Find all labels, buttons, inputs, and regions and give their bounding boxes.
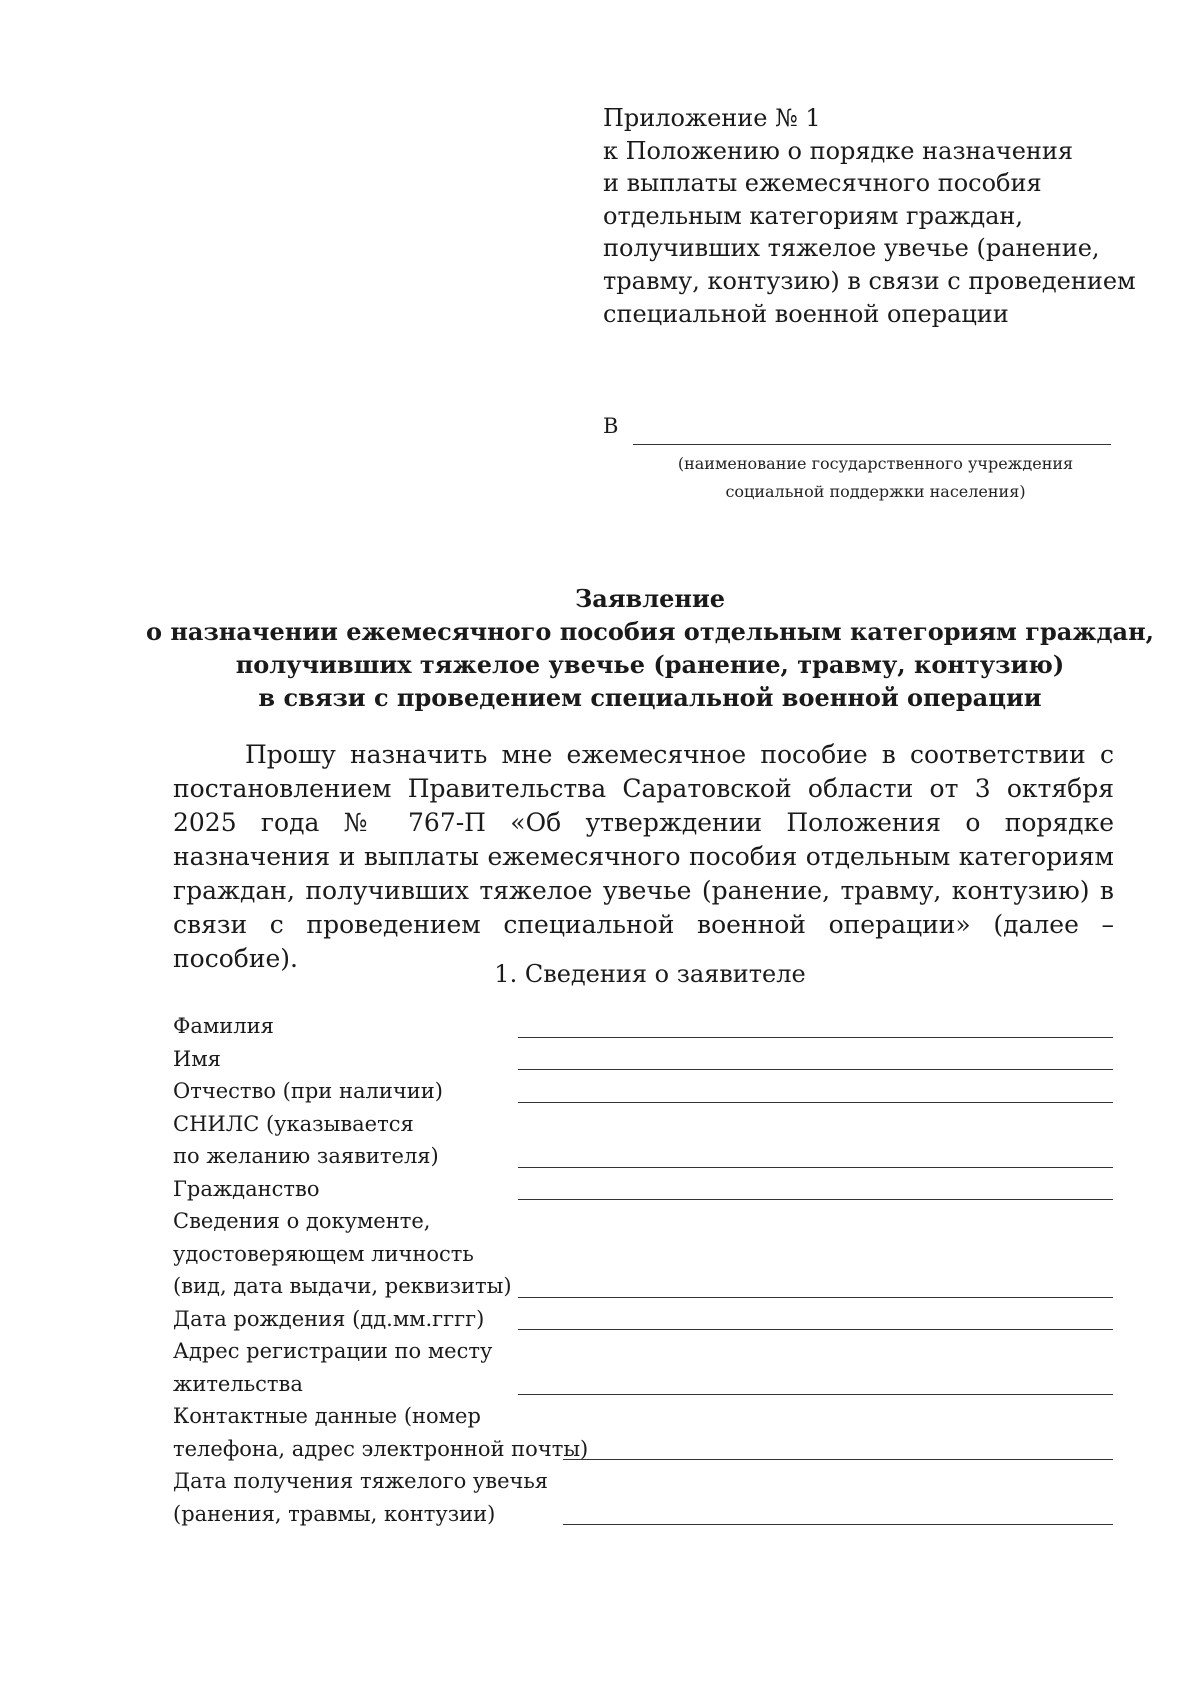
form-row-citizenship [173, 1173, 1113, 1206]
body-paragraph: Прошу назначить мне ежемесячное пособие в соответствии с постановлением Правительства Саратовской области от 3 октября 2025 года № 767-П «Об утверждении Положения о порядке назначения и выплаты ежемесячного пособия отдельным категориям граждан, получивших тяжелое увечье (ранение, травму, контузию) в связи с проведением специальной военной операции» (далее – пособие). [173, 740, 1114, 973]
title-line: Заявление [574, 584, 726, 613]
addressee-hint [628, 450, 1123, 506]
injury-date-field[interactable] [563, 1524, 1113, 1525]
field-label: Фамилия [173, 1014, 274, 1038]
form-row-contacts [173, 1400, 1113, 1465]
snils-field[interactable] [518, 1167, 1113, 1168]
patronymic-field[interactable] [518, 1102, 1113, 1103]
field-label: СНИЛС (указывается по желанию заявителя) [173, 1111, 439, 1168]
document-title [100, 582, 1200, 714]
name-field[interactable] [518, 1069, 1113, 1070]
birth-date-field[interactable] [518, 1329, 1113, 1330]
form-row-identity-document [173, 1205, 1113, 1303]
citizenship-field[interactable] [518, 1199, 1113, 1200]
form-row-injury-date [173, 1465, 1113, 1530]
addressee-hint-line: социальной поддержки населения) [725, 482, 1026, 501]
form-row-name [173, 1043, 1113, 1076]
title-line: получивших тяжелое увечье (ранение, травму, контузию) [235, 650, 1065, 679]
contacts-field[interactable] [563, 1459, 1113, 1460]
form-row-patronymic [173, 1075, 1113, 1108]
field-label: Адрес регистрации по месту жительства [173, 1339, 493, 1396]
form-row-surname [173, 1010, 1113, 1043]
appendix-line: травму, контузию) в связи с проведением [603, 266, 1136, 295]
section-title: 1. Сведения о заявителе [494, 960, 806, 988]
title-line: в связи с проведением специальной военной операции [258, 683, 1042, 712]
identity-document-field[interactable] [518, 1297, 1113, 1298]
appendix-line: Приложение № 1 [603, 104, 821, 132]
field-label: Дата рождения (дд.мм.гггг) [173, 1306, 485, 1331]
form-row-birth-date [173, 1303, 1113, 1336]
appendix-header [603, 102, 1136, 330]
field-label: Дата получения тяжелого увечья (ранения, травмы, контузии) [173, 1469, 549, 1526]
applicant-form [173, 1010, 1113, 1530]
appendix-line: специальной военной операции [603, 299, 1009, 328]
form-row-snils [173, 1108, 1113, 1173]
field-label: Гражданство [173, 1176, 320, 1201]
field-label: Сведения о документе, удостоверяющем личность (вид, дата выдачи, реквизиты) [173, 1209, 512, 1298]
title-line: о назначении ежемесячного пособия отдельным категориям граждан, [146, 617, 1154, 646]
appendix-line: и выплаты ежемесячного пособия [603, 169, 1042, 198]
addressee-prefix: В [603, 414, 619, 438]
field-label: Имя [173, 1046, 221, 1071]
field-label: Контактные данные (номер телефона, адрес электронной почты) [173, 1404, 589, 1461]
appendix-line: к Положению о порядке назначения [603, 136, 1074, 165]
address-field[interactable] [518, 1394, 1113, 1395]
field-label: Отчество (при наличии) [173, 1079, 443, 1103]
appendix-line: получивших тяжелое увечье (ранение, [603, 234, 1100, 263]
appendix-line: отдельным категориям граждан, [603, 201, 1024, 230]
surname-field[interactable] [518, 1037, 1113, 1038]
form-row-address [173, 1335, 1113, 1400]
addressee-fill-line[interactable] [633, 444, 1111, 445]
addressee-hint-line: (наименование государственного учреждения [677, 454, 1074, 473]
